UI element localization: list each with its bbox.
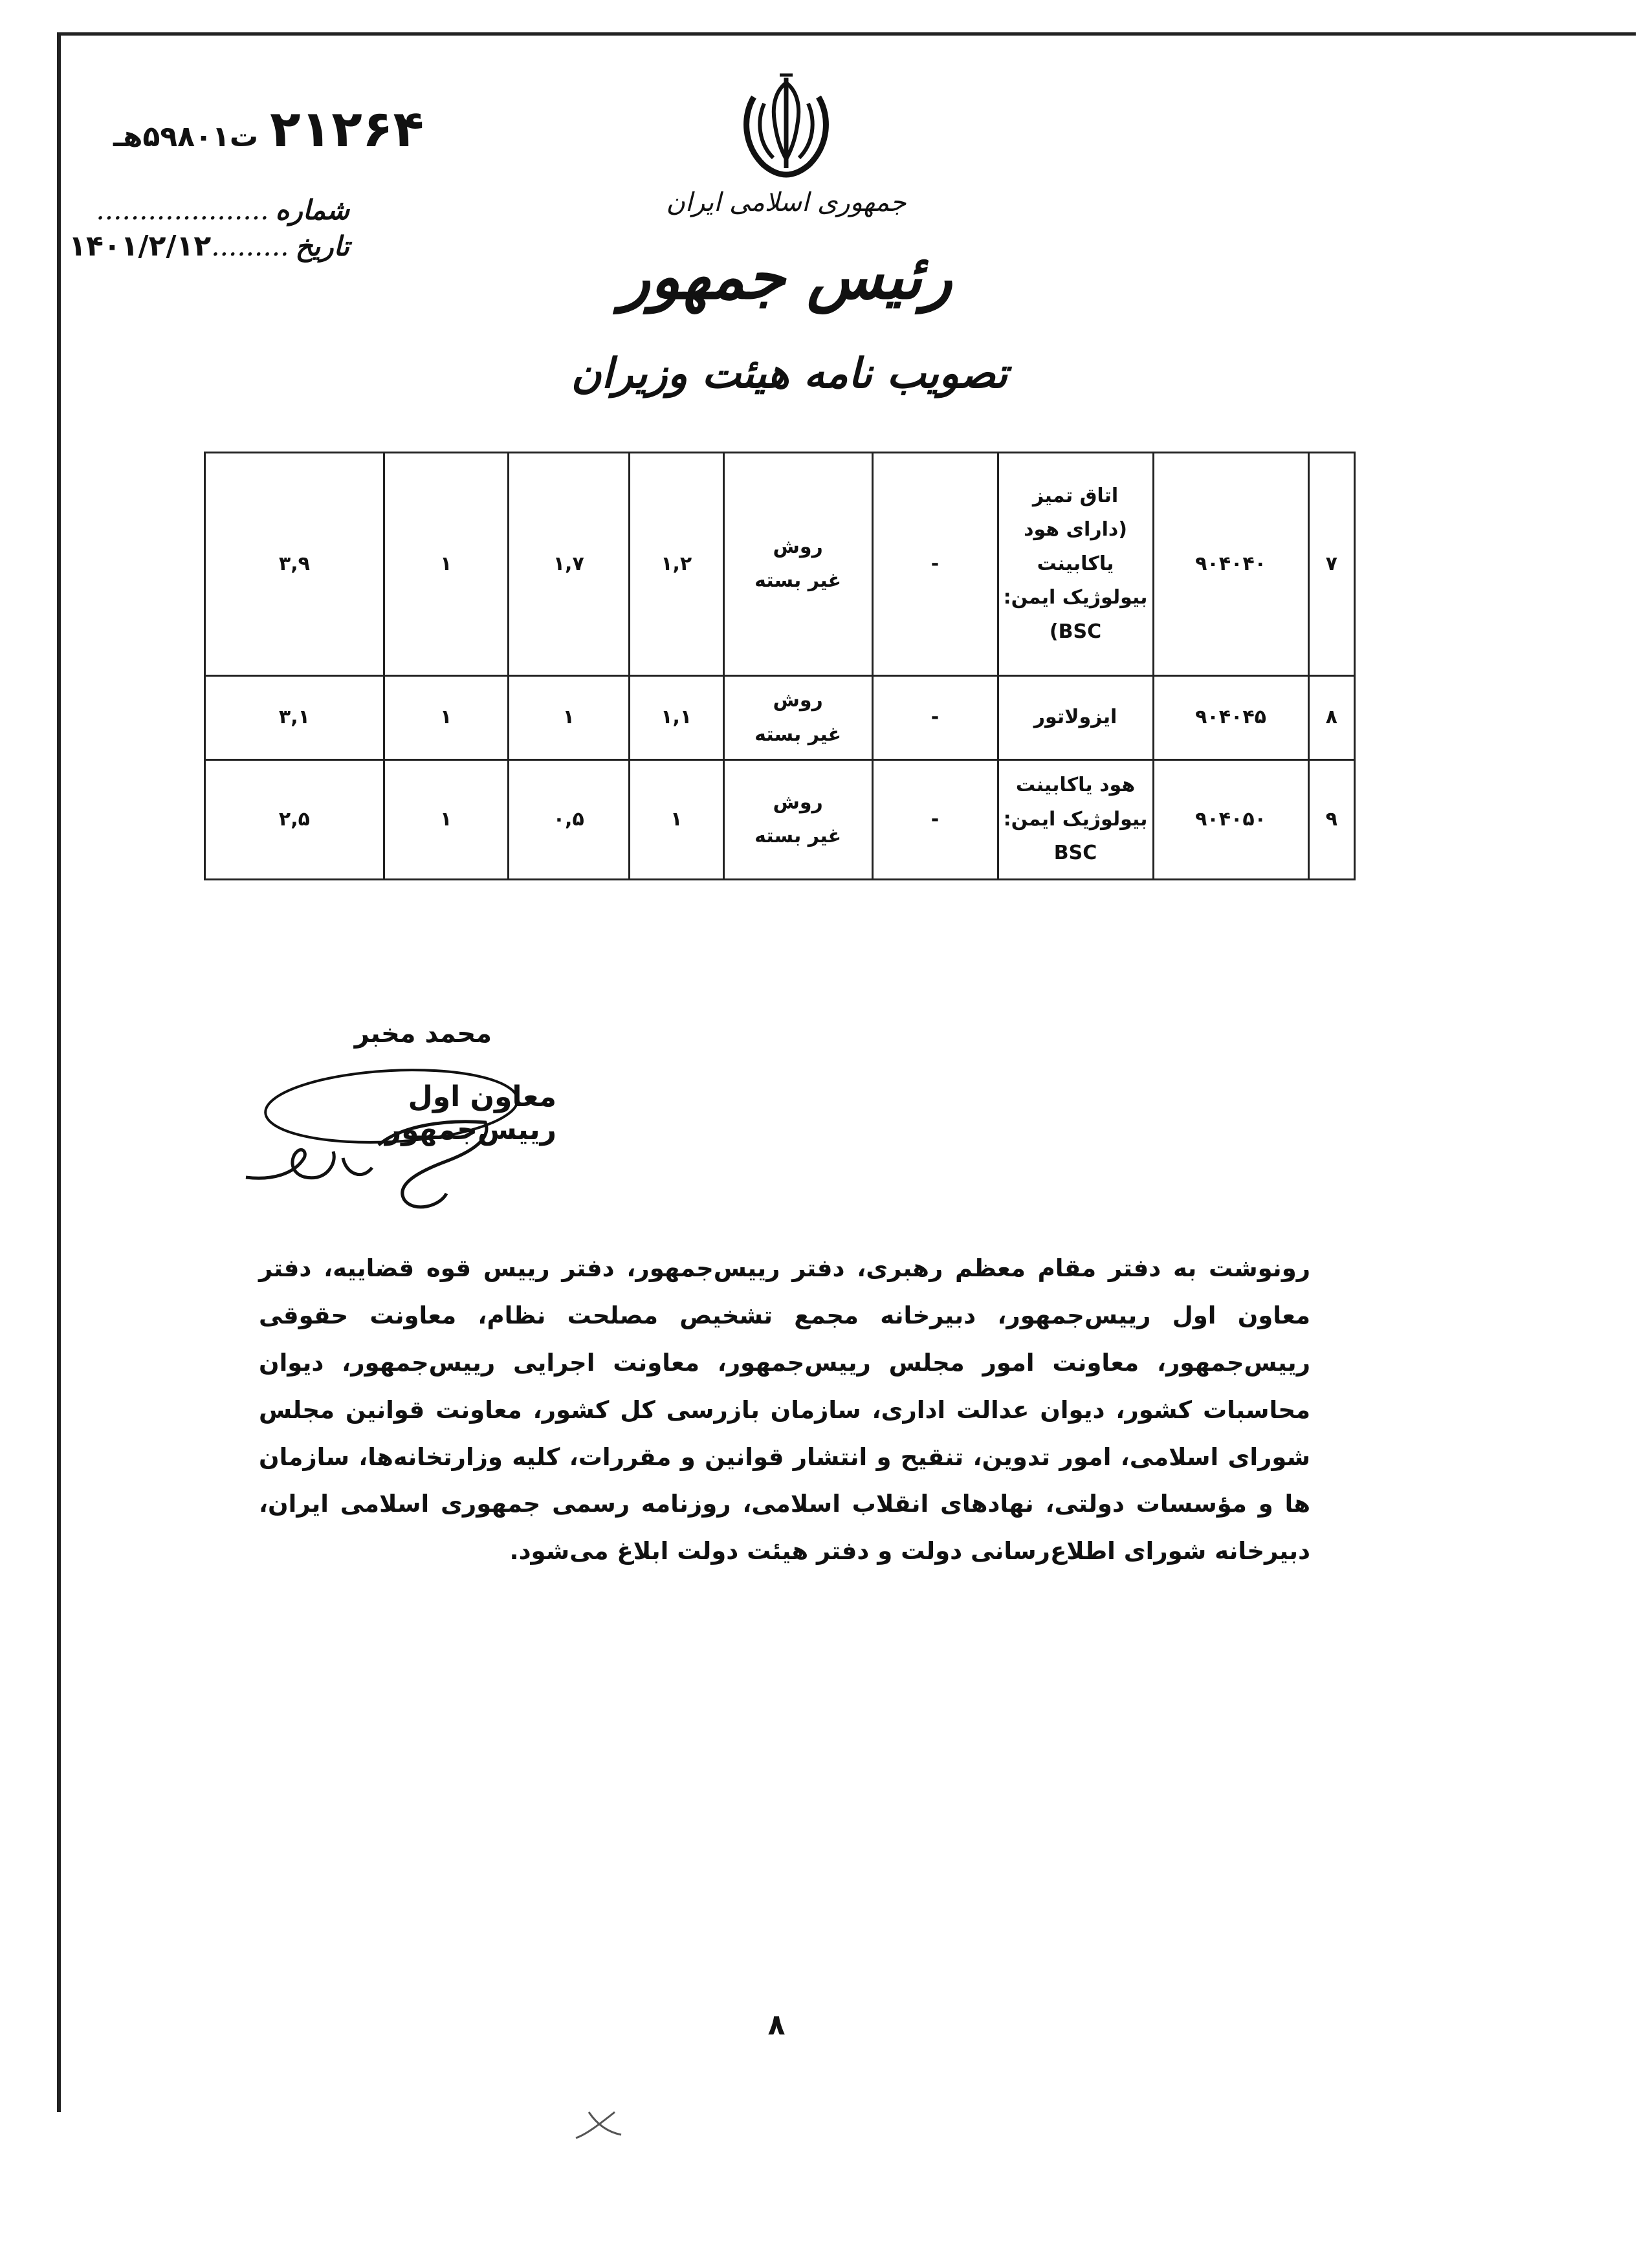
table-cell: روش غیر بسته — [723, 760, 872, 880]
table-cell: اتاق تمیز (دارای هود یاکابینت بیولوژیک ایمن: BSC) — [998, 453, 1153, 676]
table-cell: ۸ — [1308, 676, 1354, 760]
table-cell: ۲,۵ — [205, 760, 384, 880]
table-cell: روش غیر بسته — [723, 453, 872, 676]
reference-number-code: ت۵۹۸۰۱هـ — [113, 120, 259, 153]
table-cell: - — [872, 453, 998, 676]
tariff-table — [204, 452, 1356, 878]
date-line — [69, 230, 349, 263]
handwritten-signature-icon — [233, 1048, 518, 1223]
reference-number-main: ۲۱۲۶۴ — [270, 100, 424, 158]
distribution-paragraph: رونوشت به دفتر مقام معظم رهبری، دفتر رییس‌جمهور، دفتر رییس قوه قضاییه، دفتر معاون اول رییس‌جمهور، دبیرخانه مجمع تشخیص مصلحت نظام، معاونت حقوقی رییس‌جمهور، معاونت امور مجلس رییس‌جمهور، معاونت اجرایی رییس‌جمهور، دیوان محاسبات کشور، دیوان عدالت اداری، سازمان بازرسی کل کشور، معاونت قوانین مجلس شورای اسلامی، امور تدوین، تنقیح و انتشار قوانین و مقررات، کلیه وزارتخانه‌ها، سازمان ها و مؤسسات دولتی، نهادهای انقلاب اسلامی، روزنامه رسمی جمهوری اسلامی ایران، دبیرخانه شورای اطلاع‌رسانی دولت و دفتر هیئت دولت ابلاغ می‌شود. — [259, 1254, 1310, 1565]
table-cell: روش غیر بسته — [723, 676, 872, 760]
table-cell: ۹۰۴۰۴۵ — [1153, 676, 1308, 760]
table-cell: ۱ — [384, 676, 508, 760]
date-label: تاریخ — [295, 230, 349, 262]
table-cell: ۳,۱ — [205, 676, 384, 760]
table-cell: ۱ — [508, 676, 629, 760]
page-frame-top — [57, 32, 1636, 36]
table-cell: ایزولاتور — [998, 676, 1153, 760]
table-cell: ۱ — [629, 760, 723, 880]
country-name: جمهوری اسلامی ایران — [666, 188, 907, 217]
table-cell: ۹ — [1308, 760, 1354, 880]
reference-number — [113, 100, 424, 158]
table-cell: ۳,۹ — [205, 453, 384, 676]
table-cell: ۱ — [384, 453, 508, 676]
table-row — [205, 676, 1355, 760]
table-cell: ۰,۵ — [508, 760, 629, 880]
table-cell: - — [872, 676, 998, 760]
date-dots: ......... — [211, 230, 289, 262]
number-label: شماره — [275, 194, 349, 226]
table-cell: ۹۰۴۰۴۰ — [1153, 453, 1308, 676]
office-title: رئیس جمهور — [620, 240, 952, 313]
stray-pen-mark-icon — [569, 2102, 628, 2148]
date-value: ۱۴۰۱/۲/۱۲ — [69, 230, 212, 263]
table-cell: ۱ — [384, 760, 508, 880]
signatory-title: معاون اول رییس‌جمهور — [384, 1080, 556, 1146]
table-row — [205, 760, 1355, 880]
table-cell: ۱,۱ — [629, 676, 723, 760]
signatory-name: محمد مخبر — [354, 1019, 492, 1049]
page-number: ۸ — [767, 2009, 786, 2042]
table-cell: ۹۰۴۰۵۰ — [1153, 760, 1308, 880]
document-subtitle: تصویب نامه هیئت وزیران — [571, 349, 1008, 398]
table-row — [205, 453, 1355, 676]
page-frame-left — [57, 32, 61, 2112]
table-cell: هود یاکابینت بیولوژیک ایمن: BSC — [998, 760, 1153, 880]
table-cell: - — [872, 760, 998, 880]
table-cell: ۷ — [1308, 453, 1354, 676]
table-cell: ۱,۷ — [508, 453, 629, 676]
table-cell: ۱,۲ — [629, 453, 723, 676]
national-emblem-icon — [734, 71, 838, 181]
number-line — [96, 194, 349, 226]
number-dots: .................... — [96, 194, 269, 226]
